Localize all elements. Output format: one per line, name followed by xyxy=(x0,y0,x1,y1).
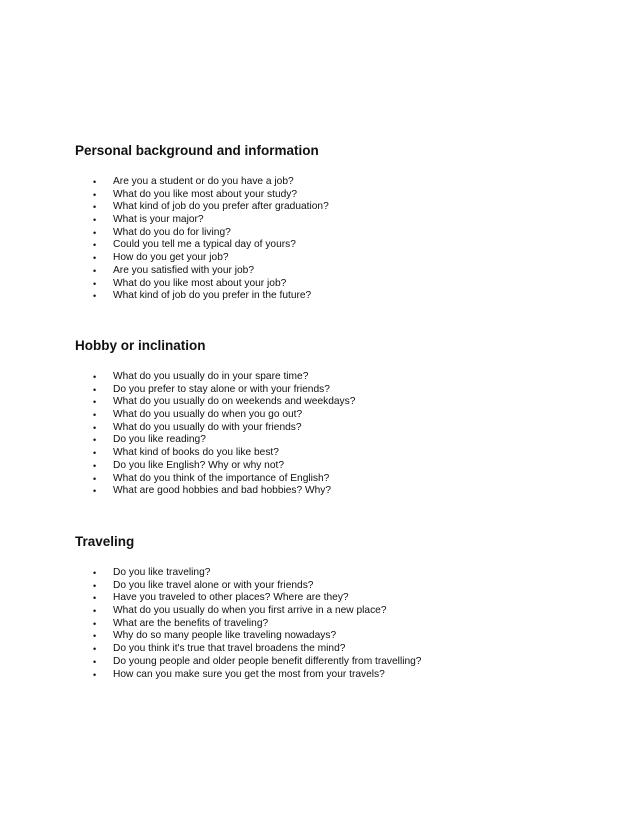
bullet-icon: • xyxy=(93,253,97,264)
bullet-icon: • xyxy=(93,397,97,408)
bullet-icon: • xyxy=(93,580,97,591)
bullet-icon: • xyxy=(93,291,97,302)
bullet-icon: • xyxy=(93,177,97,187)
document-page: Personal background and information • Are you a student or do you have a job? • What do you like most about your study? • What kind of job do you prefer after graduation? • What is your major? • What do you do for living? • Could you tell me a typical day of yours? • How do you get your job? • Are you satisfied with your job? • What do you like most about your job? • What kind of job do you prefer in the future? Hobby or inclination • What do you usually do in your spare time? • Do you prefer to stay alone or with your friends? • What do you usually do on weekends and weekdays? • What do you usually do when you go out? • What do you usually do with your friends? • Do you like reading? • What kind of books do you like best? • Do you like English? Why or why not? • What do you think of the importance of English? • What are good hobbies and bad hobbies? Why? Traveling • Do you like traveling? • Do you like travel alone or with your friends? • Have you traveled to other places? Where are they? • What do you usually do when you first arrive in a new place? • What are the benefits of traveling? • Why do so many people like traveling nowadays? • Do you think it's true that travel broadens the mind? • Do young people and older people benefit differently from travelling? • How can you make sure you get the most from your travels? xyxy=(75,143,422,680)
bullet-icon: • xyxy=(93,486,97,497)
bullet-icon: • xyxy=(93,265,97,276)
bullet-icon: • xyxy=(93,631,97,642)
section-heading: Hobby or inclination xyxy=(75,338,206,353)
bullet-icon: • xyxy=(93,460,97,471)
bullet-icon: • xyxy=(93,618,97,629)
bullet-icon: • xyxy=(93,227,97,238)
bullet-icon: • xyxy=(93,410,97,421)
bullet-icon: • xyxy=(93,606,97,617)
bullet-icon: • xyxy=(93,593,97,604)
bullet-icon: • xyxy=(93,435,97,446)
bullet-icon: • xyxy=(93,202,97,213)
bullet-icon: • xyxy=(93,644,97,655)
bullet-icon: • xyxy=(93,215,97,226)
bullet-icon: • xyxy=(93,448,97,459)
bullet-icon: • xyxy=(93,189,97,200)
bullet-icon: • xyxy=(93,568,97,578)
bullet-icon: • xyxy=(93,278,97,289)
bullet-icon: • xyxy=(93,473,97,484)
bullet-icon: • xyxy=(93,422,97,433)
bullet-icon: • xyxy=(93,669,97,680)
bullet-icon: • xyxy=(93,384,97,395)
section-heading: Personal background and information xyxy=(75,143,319,158)
bullet-icon: • xyxy=(93,372,97,382)
bullet-icon: • xyxy=(93,240,97,251)
section-heading: Traveling xyxy=(75,534,135,549)
bullet-icon: • xyxy=(93,656,97,667)
